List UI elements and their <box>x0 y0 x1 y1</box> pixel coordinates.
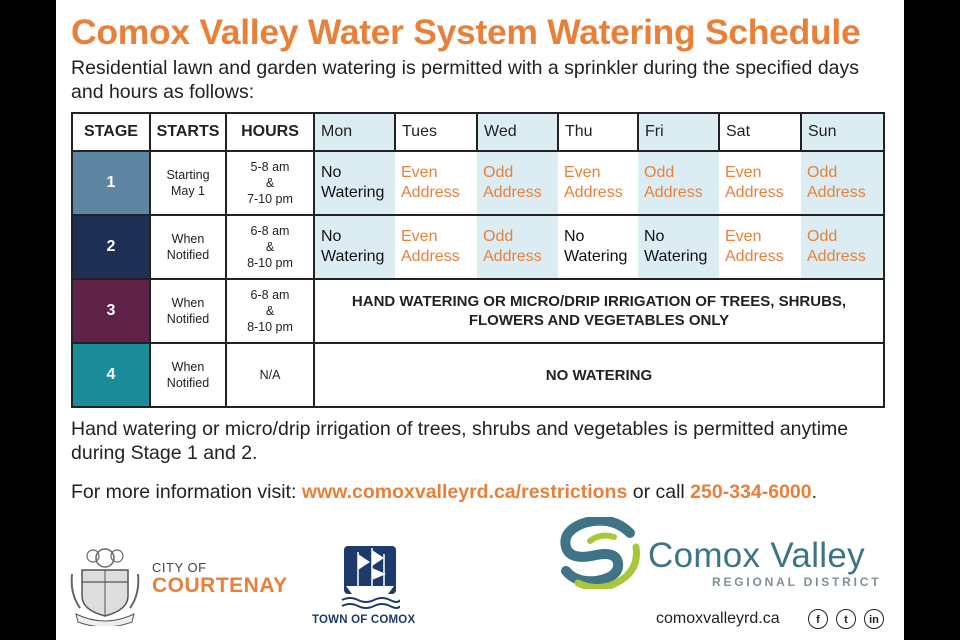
merged-note <box>314 343 884 407</box>
info-line <box>71 480 901 504</box>
day-line: Even <box>401 228 438 245</box>
hours-line: 6-8 am <box>250 224 290 238</box>
header-day: Wed <box>477 113 558 151</box>
day-cell <box>719 215 801 279</box>
stage-number: 1 <box>72 151 150 215</box>
hours-cell <box>226 215 314 279</box>
day-line: Even <box>725 228 762 245</box>
stage-row <box>72 279 884 343</box>
info-middle: or call <box>627 481 691 503</box>
starts-line: Notified <box>166 376 210 390</box>
hours-amp: & <box>265 176 275 190</box>
starts-line: When <box>171 232 205 246</box>
comox-ship-icon <box>340 542 400 612</box>
starts-cell <box>150 151 226 215</box>
merged-line: FLOWERS AND VEGETABLES ONLY <box>468 312 730 329</box>
day-line: Watering <box>321 248 385 265</box>
day-line: Odd <box>807 164 838 181</box>
merged-line: NO WATERING <box>545 366 653 384</box>
day-line: Watering <box>644 248 708 265</box>
hours-cell <box>226 343 314 407</box>
day-line: No <box>321 164 342 181</box>
starts-cell <box>150 343 226 407</box>
day-cell <box>314 151 395 215</box>
starts-cell <box>150 215 226 279</box>
starts-line: May 1 <box>170 184 206 198</box>
hours-line: 5-8 am <box>250 160 290 174</box>
day-line: Even <box>401 164 438 181</box>
stage-number: 2 <box>72 215 150 279</box>
day-line: Address <box>564 184 623 201</box>
starts-line: Notified <box>166 312 210 326</box>
starts-line: Starting <box>166 168 210 182</box>
schedule-table <box>71 112 885 408</box>
day-line: Address <box>483 184 542 201</box>
starts-cell <box>150 279 226 343</box>
header-stage: STAGE <box>72 113 150 151</box>
cvrd-logo-icon <box>560 517 644 589</box>
header-day: Fri <box>638 113 719 151</box>
header-day: Thu <box>558 113 638 151</box>
day-cell <box>395 215 477 279</box>
day-line: Odd <box>483 164 514 181</box>
hand-watering-note: Hand watering or micro/drip irrigation of trees, shrubs and vegetables is permitted anytime during Stage 1 and 2. <box>71 418 849 464</box>
town-of-comox-label: TOWN OF COMOX <box>312 614 416 626</box>
hours-line: 6-8 am <box>250 288 290 302</box>
facebook-icon[interactable]: f <box>808 609 828 629</box>
day-cell <box>638 151 719 215</box>
phone-number[interactable]: 250-334-6000 <box>690 481 812 503</box>
header-starts: STARTS <box>150 113 226 151</box>
day-line: Address <box>644 184 703 201</box>
stage-number: 4 <box>72 343 150 407</box>
hours-amp: & <box>265 304 275 318</box>
stage-row <box>72 343 884 407</box>
poster <box>56 0 904 640</box>
day-line: Odd <box>807 228 838 245</box>
info-prefix: For more information visit: <box>71 481 302 503</box>
hours-line: 7-10 pm <box>247 192 293 206</box>
day-line: Address <box>725 248 784 265</box>
day-line: Address <box>401 184 460 201</box>
day-cell <box>395 151 477 215</box>
cvrd-name: Comox Valley <box>648 536 865 575</box>
courtenay-wordmark: COURTENAY <box>152 574 288 597</box>
day-line: Even <box>564 164 601 181</box>
hours-line: 8-10 pm <box>247 320 293 334</box>
merged-note <box>314 279 884 343</box>
intro-text: Residential lawn and garden watering is permitted with a sprinkler during the specified days and hours as follows: <box>71 57 860 103</box>
day-cell <box>477 151 558 215</box>
day-cell <box>477 215 558 279</box>
day-line: Watering <box>564 248 628 265</box>
starts-line: When <box>171 360 205 374</box>
day-line: Address <box>483 248 542 265</box>
starts-line: Notified <box>166 248 210 262</box>
header-day: Sun <box>801 113 884 151</box>
day-cell <box>719 151 801 215</box>
day-line: Address <box>807 184 866 201</box>
header-day: Sat <box>719 113 801 151</box>
day-cell <box>801 215 884 279</box>
day-cell <box>801 151 884 215</box>
day-line: Address <box>401 248 460 265</box>
starts-line: When <box>171 296 205 310</box>
linkedin-icon[interactable]: in <box>864 609 884 629</box>
hours-amp: & <box>265 240 275 254</box>
courtenay-crest-icon <box>68 544 142 626</box>
header-row <box>72 113 884 151</box>
day-line: No <box>644 228 665 245</box>
day-line: Address <box>807 248 866 265</box>
day-cell <box>638 215 719 279</box>
day-cell <box>558 151 638 215</box>
twitter-icon[interactable]: t <box>836 609 856 629</box>
day-cell <box>314 215 395 279</box>
page-title: Comox Valley Water System Watering Schedule <box>71 12 861 52</box>
hours-cell <box>226 279 314 343</box>
day-line: Odd <box>483 228 514 245</box>
header-day: Mon <box>314 113 395 151</box>
day-line: Address <box>725 184 784 201</box>
merged-line: HAND WATERING OR MICRO/DRIP IRRIGATION OF TREES, SHRUBS, <box>351 293 847 310</box>
day-line: Even <box>725 164 762 181</box>
cvrd-subtitle: REGIONAL DISTRICT <box>712 575 882 589</box>
city-of-label: CITY OF <box>152 560 207 575</box>
day-line: No <box>321 228 342 245</box>
header-day: Tues <box>395 113 477 151</box>
day-cell <box>558 215 638 279</box>
stage-row <box>72 151 884 215</box>
hours-line: 8-10 pm <box>247 256 293 270</box>
header-hours: HOURS <box>226 113 314 151</box>
hours-line: N/A <box>259 368 281 382</box>
info-suffix: . <box>811 481 818 503</box>
day-line: Odd <box>644 164 675 181</box>
cvrd-website[interactable]: comoxvalleyrd.ca <box>656 610 780 627</box>
day-line: No <box>564 228 585 245</box>
restrictions-link[interactable]: www.comoxvalleyrd.ca/restrictions <box>301 481 628 503</box>
day-line: Watering <box>321 184 385 201</box>
stage-number: 3 <box>72 279 150 343</box>
stage-row <box>72 215 884 279</box>
hours-cell <box>226 151 314 215</box>
